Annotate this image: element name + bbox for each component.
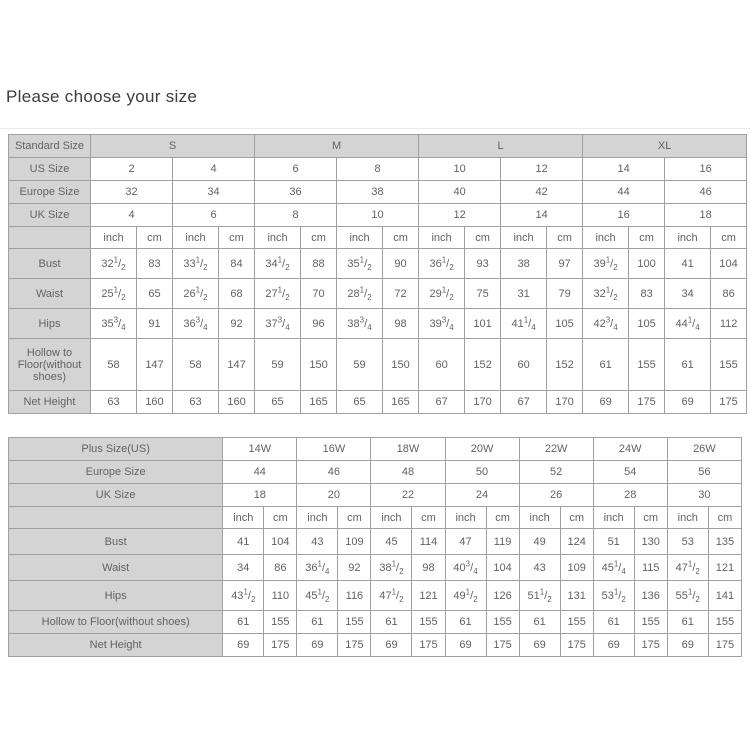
value-cell: 52 (519, 461, 593, 484)
value-cell: $28^1/_2$ (337, 279, 383, 309)
value-cell: 165 (301, 391, 337, 414)
row-label: Hips (9, 581, 223, 611)
value-cell: 175 (486, 634, 519, 657)
row-label: UK Size (9, 484, 223, 507)
value-cell: 165 (383, 391, 419, 414)
unit-cell: cm (708, 507, 741, 529)
unit-cell: cm (137, 227, 173, 249)
unit-cell: inch (337, 227, 383, 249)
unit-cell: inch (519, 507, 560, 529)
row-label: Bust (9, 529, 223, 555)
value-cell: 30 (667, 484, 741, 507)
value-cell: 8 (255, 204, 337, 227)
value-cell: 46 (665, 181, 747, 204)
row-label: Waist (9, 279, 91, 309)
value-cell: 98 (383, 309, 419, 339)
value-cell: 175 (629, 391, 665, 414)
value-cell: 86 (264, 555, 297, 581)
value-cell: 69 (519, 634, 560, 657)
value-cell: 83 (137, 249, 173, 279)
table-row (9, 529, 742, 555)
unit-cell: cm (412, 507, 445, 529)
unit-cell: inch (255, 227, 301, 249)
unit-cell: inch (371, 507, 412, 529)
value-cell: 97 (547, 249, 583, 279)
value-cell: 14 (501, 204, 583, 227)
table-row (9, 249, 747, 279)
value-cell: 175 (711, 391, 747, 414)
row-label: Hollow to Floor(without shoes) (9, 339, 91, 391)
row-label: Europe Size (9, 181, 91, 204)
value-cell: 69 (223, 634, 264, 657)
unit-cell: cm (383, 227, 419, 249)
value-cell: $37^3/_4$ (255, 309, 301, 339)
value-cell: 150 (383, 339, 419, 391)
value-cell: 175 (412, 634, 445, 657)
value-cell: $36^1/_4$ (297, 555, 338, 581)
row-label: Plus Size(US) (9, 438, 223, 461)
value-cell: 43 (519, 555, 560, 581)
value-cell: 116 (338, 581, 371, 611)
value-cell: 119 (486, 529, 519, 555)
value-cell: 61 (583, 339, 629, 391)
value-cell: 40 (419, 181, 501, 204)
value-cell: 34 (665, 279, 711, 309)
unit-cell: cm (219, 227, 255, 249)
value-cell: 155 (711, 339, 747, 391)
value-cell: 26W (667, 438, 741, 461)
table-row (9, 135, 747, 158)
value-cell: 86 (711, 279, 747, 309)
value-cell: 175 (708, 634, 741, 657)
value-cell: 49 (519, 529, 560, 555)
value-cell: $42^3/_4$ (583, 309, 629, 339)
value-cell: 92 (219, 309, 255, 339)
table-row (9, 391, 747, 414)
value-cell: 14 (583, 158, 665, 181)
value-cell: 104 (486, 555, 519, 581)
value-cell: $49^1/_2$ (445, 581, 486, 611)
value-cell: 6 (173, 204, 255, 227)
unit-cell: cm (465, 227, 501, 249)
table-row (9, 581, 742, 611)
value-cell: 98 (412, 555, 445, 581)
value-cell: 65 (337, 391, 383, 414)
value-cell: 42 (501, 181, 583, 204)
value-cell: 88 (301, 249, 337, 279)
unit-cell: cm (264, 507, 297, 529)
value-cell: 4 (173, 158, 255, 181)
table-row (9, 438, 742, 461)
unit-cell: inch (297, 507, 338, 529)
value-cell: $35^3/_4$ (91, 309, 137, 339)
value-cell: 90 (383, 249, 419, 279)
value-cell: 61 (297, 611, 338, 634)
size-header-cell: M (255, 135, 419, 158)
row-label-empty (9, 507, 223, 529)
value-cell: 18 (665, 204, 747, 227)
table-row (9, 204, 747, 227)
value-cell: 41 (223, 529, 264, 555)
value-cell: 68 (219, 279, 255, 309)
row-label: Net Height (9, 391, 91, 414)
value-cell: 34 (173, 181, 255, 204)
value-cell: 175 (560, 634, 593, 657)
value-cell: 147 (137, 339, 173, 391)
value-cell: 58 (173, 339, 219, 391)
value-cell: $26^1/_2$ (173, 279, 219, 309)
value-cell: 56 (667, 461, 741, 484)
unit-cell: cm (711, 227, 747, 249)
value-cell: $44^1/_4$ (665, 309, 711, 339)
value-cell: 91 (137, 309, 173, 339)
value-cell: $32^1/_2$ (91, 249, 137, 279)
unit-cell: inch (445, 507, 486, 529)
value-cell: 160 (219, 391, 255, 414)
row-label: Hips (9, 309, 91, 339)
value-cell: $34^1/_2$ (255, 249, 301, 279)
row-label: US Size (9, 158, 91, 181)
table-row (9, 227, 747, 249)
value-cell: 69 (583, 391, 629, 414)
value-cell: 61 (665, 339, 711, 391)
value-cell: $27^1/_2$ (255, 279, 301, 309)
value-cell: 70 (301, 279, 337, 309)
row-label: Standard Size (9, 135, 91, 158)
value-cell: 170 (547, 391, 583, 414)
value-cell: 109 (338, 529, 371, 555)
value-cell: 175 (338, 634, 371, 657)
unit-cell: inch (501, 227, 547, 249)
value-cell: $53^1/_2$ (593, 581, 634, 611)
value-cell: 60 (419, 339, 465, 391)
value-cell: 150 (301, 339, 337, 391)
value-cell: 59 (337, 339, 383, 391)
value-cell: 155 (629, 339, 665, 391)
value-cell: 61 (371, 611, 412, 634)
value-cell: 105 (629, 309, 665, 339)
unit-cell: inch (91, 227, 137, 249)
value-cell: 54 (593, 461, 667, 484)
size-header-cell: XL (583, 135, 747, 158)
value-cell: $25^1/_2$ (91, 279, 137, 309)
value-cell: 93 (465, 249, 501, 279)
value-cell: $47^1/_2$ (667, 555, 708, 581)
unit-cell: inch (223, 507, 264, 529)
value-cell: $38^1/_2$ (371, 555, 412, 581)
value-cell: $36^3/_4$ (173, 309, 219, 339)
value-cell: 65 (137, 279, 173, 309)
unit-cell: cm (547, 227, 583, 249)
value-cell: 175 (634, 634, 667, 657)
unit-cell: inch (667, 507, 708, 529)
table-row (9, 507, 742, 529)
value-cell: 155 (338, 611, 371, 634)
value-cell: 12 (501, 158, 583, 181)
value-cell: 44 (223, 461, 297, 484)
value-cell: 115 (634, 555, 667, 581)
value-cell: $45^1/_2$ (297, 581, 338, 611)
value-cell: 46 (297, 461, 371, 484)
unit-cell: cm (301, 227, 337, 249)
value-cell: 131 (560, 581, 593, 611)
row-label: UK Size (9, 204, 91, 227)
value-cell: 8 (337, 158, 419, 181)
value-cell: 69 (297, 634, 338, 657)
value-cell: 155 (486, 611, 519, 634)
value-cell: 31 (501, 279, 547, 309)
value-cell: 67 (419, 391, 465, 414)
value-cell: 16 (665, 158, 747, 181)
value-cell: 38 (337, 181, 419, 204)
table-row (9, 461, 742, 484)
value-cell: 61 (445, 611, 486, 634)
value-cell: $36^1/_2$ (419, 249, 465, 279)
unit-cell: cm (560, 507, 593, 529)
table-row (9, 309, 747, 339)
size-header-cell: S (91, 135, 255, 158)
value-cell: 51 (593, 529, 634, 555)
value-cell: 84 (219, 249, 255, 279)
value-cell: $35^1/_2$ (337, 249, 383, 279)
unit-cell: cm (634, 507, 667, 529)
value-cell: 16 (583, 204, 665, 227)
value-cell: 59 (255, 339, 301, 391)
value-cell: 170 (465, 391, 501, 414)
value-cell: 141 (708, 581, 741, 611)
unit-cell: inch (419, 227, 465, 249)
table-row (9, 181, 747, 204)
value-cell: 61 (593, 611, 634, 634)
value-cell: 114 (412, 529, 445, 555)
value-cell: 152 (547, 339, 583, 391)
value-cell: 69 (593, 634, 634, 657)
value-cell: 104 (264, 529, 297, 555)
value-cell: $45^1/_4$ (593, 555, 634, 581)
value-cell: 22W (519, 438, 593, 461)
value-cell: 16W (297, 438, 371, 461)
value-cell: 41 (665, 249, 711, 279)
value-cell: 53 (667, 529, 708, 555)
value-cell: 147 (219, 339, 255, 391)
value-cell: 20W (445, 438, 519, 461)
value-cell: $55^1/_2$ (667, 581, 708, 611)
row-label-empty (9, 227, 91, 249)
table-row (9, 279, 747, 309)
value-cell: 48 (371, 461, 445, 484)
page-title: Please choose your size (6, 87, 198, 106)
value-cell: $39^3/_4$ (419, 309, 465, 339)
value-cell: 36 (255, 181, 337, 204)
value-cell: 105 (547, 309, 583, 339)
unit-cell: inch (173, 227, 219, 249)
value-cell: $33^1/_2$ (173, 249, 219, 279)
value-cell: 69 (445, 634, 486, 657)
value-cell: 69 (665, 391, 711, 414)
value-cell: $29^1/_2$ (419, 279, 465, 309)
value-cell: 160 (137, 391, 173, 414)
value-cell: 69 (667, 634, 708, 657)
horizontal-divider (0, 128, 750, 129)
value-cell: 34 (223, 555, 264, 581)
value-cell: 22 (371, 484, 445, 507)
value-cell: 136 (634, 581, 667, 611)
value-cell: 58 (91, 339, 137, 391)
row-label: Bust (9, 249, 91, 279)
value-cell: 112 (711, 309, 747, 339)
row-label: Waist (9, 555, 223, 581)
unit-cell: inch (583, 227, 629, 249)
value-cell: 109 (560, 555, 593, 581)
value-cell: 155 (264, 611, 297, 634)
size-header-cell: L (419, 135, 583, 158)
value-cell: 50 (445, 461, 519, 484)
value-cell: 61 (519, 611, 560, 634)
value-cell: 65 (255, 391, 301, 414)
value-cell: 43 (297, 529, 338, 555)
value-cell: 69 (371, 634, 412, 657)
value-cell: 155 (412, 611, 445, 634)
value-cell: 126 (486, 581, 519, 611)
value-cell: 155 (708, 611, 741, 634)
value-cell: 26 (519, 484, 593, 507)
value-cell: 155 (560, 611, 593, 634)
value-cell: 121 (412, 581, 445, 611)
value-cell: 18 (223, 484, 297, 507)
value-cell: 63 (91, 391, 137, 414)
unit-cell: cm (338, 507, 371, 529)
value-cell: 96 (301, 309, 337, 339)
value-cell: 24 (445, 484, 519, 507)
value-cell: 4 (91, 204, 173, 227)
table-row (9, 484, 742, 507)
value-cell: 60 (501, 339, 547, 391)
value-cell: 45 (371, 529, 412, 555)
value-cell: 135 (708, 529, 741, 555)
value-cell: $40^3/_4$ (445, 555, 486, 581)
value-cell: 121 (708, 555, 741, 581)
value-cell: 124 (560, 529, 593, 555)
value-cell: 92 (338, 555, 371, 581)
value-cell: $51^1/_2$ (519, 581, 560, 611)
value-cell: 63 (173, 391, 219, 414)
plus-size-table (8, 437, 742, 657)
value-cell: 61 (223, 611, 264, 634)
value-cell: 38 (501, 249, 547, 279)
value-cell: 61 (667, 611, 708, 634)
value-cell: 6 (255, 158, 337, 181)
table-row (9, 634, 742, 657)
value-cell: 79 (547, 279, 583, 309)
unit-cell: inch (593, 507, 634, 529)
table-row (9, 611, 742, 634)
value-cell: 75 (465, 279, 501, 309)
value-cell: 101 (465, 309, 501, 339)
unit-cell: cm (629, 227, 665, 249)
value-cell: 24W (593, 438, 667, 461)
value-cell: 10 (337, 204, 419, 227)
value-cell: 2 (91, 158, 173, 181)
value-cell: 18W (371, 438, 445, 461)
value-cell: 14W (223, 438, 297, 461)
value-cell: $38^3/_4$ (337, 309, 383, 339)
row-label: Hollow to Floor(without shoes) (9, 611, 223, 634)
unit-cell: cm (486, 507, 519, 529)
value-cell: 152 (465, 339, 501, 391)
value-cell: $39^1/_2$ (583, 249, 629, 279)
value-cell: $47^1/_2$ (371, 581, 412, 611)
value-cell: 130 (634, 529, 667, 555)
row-label: Net Height (9, 634, 223, 657)
table-row (9, 339, 747, 391)
table-row (9, 555, 742, 581)
value-cell: 47 (445, 529, 486, 555)
table-row (9, 158, 747, 181)
value-cell: 100 (629, 249, 665, 279)
value-cell: $32^1/_2$ (583, 279, 629, 309)
unit-cell: inch (665, 227, 711, 249)
value-cell: $43^1/_2$ (223, 581, 264, 611)
value-cell: 20 (297, 484, 371, 507)
value-cell: 12 (419, 204, 501, 227)
value-cell: 28 (593, 484, 667, 507)
value-cell: 67 (501, 391, 547, 414)
value-cell: 72 (383, 279, 419, 309)
value-cell: 10 (419, 158, 501, 181)
value-cell: 110 (264, 581, 297, 611)
value-cell: 83 (629, 279, 665, 309)
row-label: Europe Size (9, 461, 223, 484)
value-cell: $41^1/_4$ (501, 309, 547, 339)
value-cell: 104 (711, 249, 747, 279)
value-cell: 44 (583, 181, 665, 204)
value-cell: 175 (264, 634, 297, 657)
value-cell: 32 (91, 181, 173, 204)
standard-size-table (8, 134, 747, 414)
value-cell: 155 (634, 611, 667, 634)
